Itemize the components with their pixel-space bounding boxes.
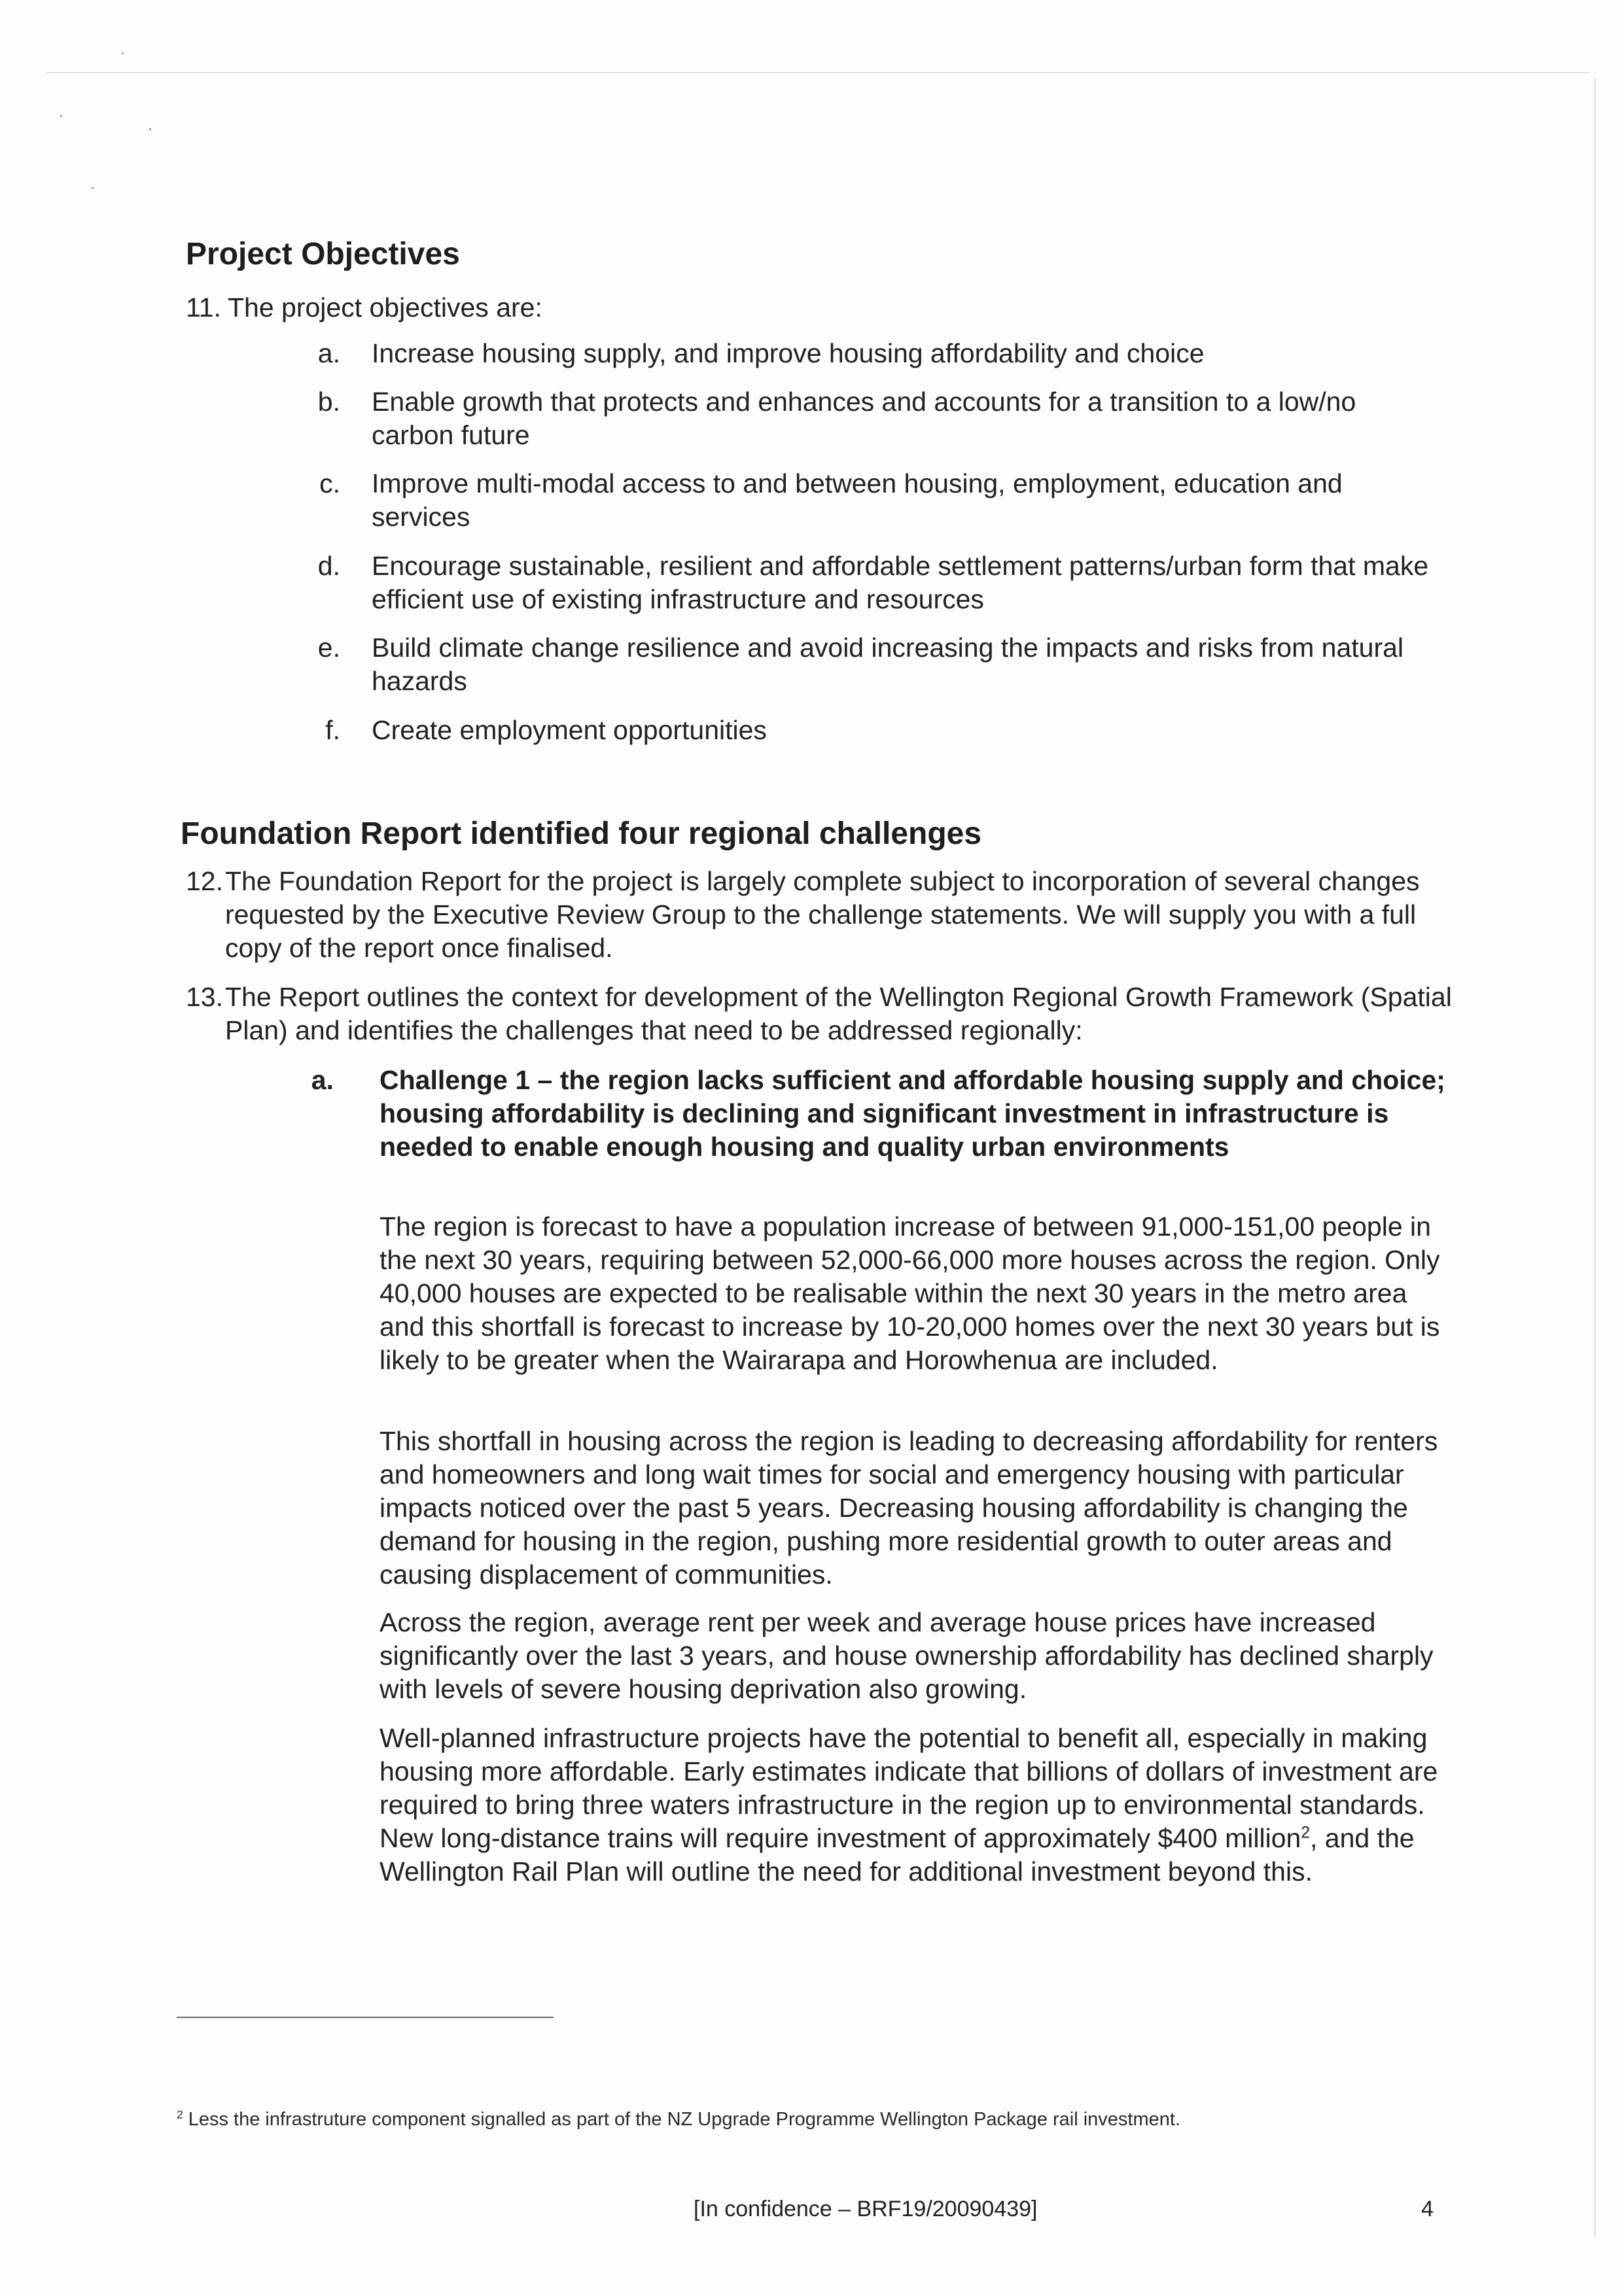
heading-project-objectives: Project Objectives [186, 237, 460, 271]
list-item-letter: b. [317, 387, 340, 417]
paragraph-number-13: 13. [186, 982, 223, 1012]
footnote-text: Less the infrastruture component signalled as part of the NZ Upgrade Programme Wellington Package rail investment. [183, 2109, 1181, 2130]
challenge-1-paragraph [380, 1722, 1453, 1888]
list-item-letter: c. [319, 468, 340, 498]
list-item-letter: f. [325, 715, 340, 745]
list-item-letter: d. [317, 551, 340, 581]
footnote-separator [177, 2017, 554, 2018]
scan-speck [149, 128, 151, 130]
challenge-1-paragraph: This shortfall in housing across the region is leading to decreasing affordability for renters and homeowners and long wait times for social and emergency housing with particular impacts noticed over the past 5 years. Decreasing housing affordability is changing the demand for housing in the region, pushing more residential growth to outer areas and causing displacement of communities. [380, 1426, 1438, 1590]
scan-speck [60, 115, 62, 117]
scan-speck [92, 187, 94, 189]
paragraph-12: The Foundation Report for the project is largely complete subject to incorporation of several changes requested by the Executive Review Group to the challenge statements. We will supply you with a full copy of the report once finalised. [225, 866, 1420, 963]
list-item: Improve multi-modal access to and between housing, employment, education and services [372, 468, 1343, 532]
list-item: Enable growth that protects and enhances and accounts for a transition to a low/no carbon future [372, 387, 1356, 450]
list-item: Increase housing supply, and improve housing affordability and choice [372, 338, 1205, 368]
list-item: Build climate change resilience and avoid increasing the impacts and risks from natural hazards [372, 633, 1404, 696]
scan-edge-right [1594, 78, 1596, 2237]
footer-classification: [In confidence – BRF19/20090439] [694, 2197, 1038, 2221]
footnote-reference: 2 [1301, 1824, 1311, 1842]
list-item-letter: e. [317, 633, 340, 663]
challenge-1-heading: Challenge 1 – the region lacks sufficient and affordable housing supply and choice; housing affordability is declining and significant investment in infrastructure is needed to enable enough housing and quality urban environments [380, 1065, 1445, 1162]
scan-speck [122, 52, 124, 54]
list-item: Create employment opportunities [372, 715, 767, 745]
footnote [177, 2108, 1180, 2131]
paragraph-13: The Report outlines the context for development of the Wellington Regional Growth Framework (Spatial Plan) and identifies the challenges that need to be addressed regionally: [225, 982, 1452, 1045]
paragraph-number-11: 11. [186, 292, 221, 322]
paragraph-text: Well-planned infrastructure projects have the potential to benefit all, especially in making housing more affordable. Early estimates indicate that billions of dollars of investment are required to bring three waters infrastructure in the region up to environmental standards. New long-distance trains will require investment of approximately $400 million [380, 1723, 1438, 1853]
challenge-1-paragraph: Across the region, average rent per week and average house prices have increased significantly over the last 3 years, and house ownership affordability has declined sharply with levels of severe housing deprivation also growing. [380, 1607, 1434, 1704]
footnote-marker: 2 [177, 2108, 183, 2121]
list-item-letter: a. [317, 338, 340, 368]
list-item: Encourage sustainable, resilient and affordable settlement patterns/urban form that make efficient use of existing infrastructure and resources [372, 551, 1429, 614]
scan-edge-top [46, 72, 1590, 73]
challenge-letter: a. [311, 1065, 334, 1095]
challenge-1-paragraph: The region is forecast to have a population increase of between 91,000-151,00 people in the next 30 years, requiring between 52,000-66,000 more houses across the region. Only 40,000 houses are expected to be realisable within the next 30 years in the metro area and this shortfall is forecast to increase by 10-20,000 homes over the next 30 years but is likely to be greater when the Wairarapa and Horowhenua are included. [380, 1211, 1440, 1375]
paragraph-text: , and the Wellington Rail Plan will outline the need for additional investment beyond this. [380, 1823, 1415, 1887]
objectives-intro: The project objectives are: [228, 292, 542, 322]
heading-regional-challenges: Foundation Report identified four regional challenges [181, 816, 982, 851]
page-number: 4 [1421, 2197, 1434, 2221]
paragraph-number-12: 12. [186, 866, 223, 896]
